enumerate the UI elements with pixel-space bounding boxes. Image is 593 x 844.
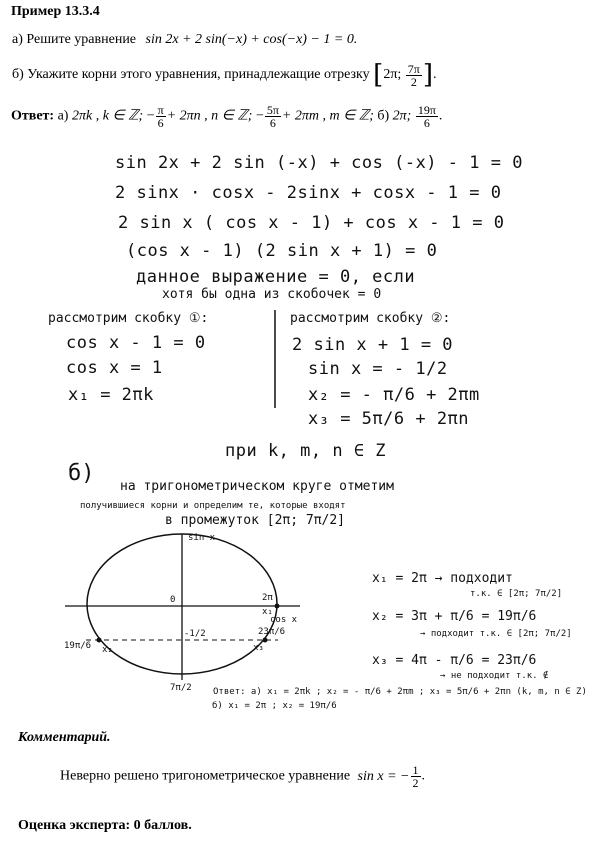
hw-line4: (cos x - 1) (2 sin x + 1) = 0 [126, 241, 438, 261]
point-x1 [275, 604, 280, 609]
hw-condition: при k, m, n ∈ Z [225, 441, 387, 461]
expert-grade: Оценка эксперта: 0 баллов. [18, 818, 192, 833]
lbl-x2: x₂ [102, 645, 113, 655]
hw-right2: sin x = - 1/2 [308, 359, 448, 379]
hw-right3: x₂ = - π/6 + 2πm [308, 385, 480, 405]
lbl-7pi2: 7π/2 [170, 683, 192, 693]
task-a-prefix: а) Решите уравнение [12, 32, 137, 47]
answer-root2-rest: + 2πn , n ∈ ℤ; [166, 108, 253, 124]
lbl-23pi: 23π/6 [258, 627, 286, 637]
answer-root3-rest: + 2πm , m ∈ ℤ; [281, 108, 374, 124]
fraction-denominator: 6 [269, 116, 276, 130]
hw-line5: данное выражение = 0, если [136, 267, 416, 287]
lbl-x3: x₃ [253, 643, 264, 653]
task-b-prefix: б) Укажите корни этого уравнения, принадлежащие отрезку [12, 67, 370, 83]
answer-b-root1: 2π; [392, 108, 412, 124]
bracket-left: [ [373, 60, 384, 90]
task-part-b: б) Укажите корни этого уравнения, принадлежащие отрезку [2π; $\frac{7\pi}{2}$ ]. [12, 60, 437, 90]
lbl-19pi: 19π/6 [64, 641, 92, 651]
lbl-half: -1/2 [184, 629, 206, 639]
fraction-denominator: 2 [412, 776, 419, 790]
fraction-numerator: 7π [407, 61, 420, 76]
hw-right4: x₃ = 5π/6 + 2πn [308, 409, 470, 429]
comment-eq-left: sin x = − [357, 768, 410, 784]
lbl-zero: 0 [170, 595, 176, 605]
answer-label: Ответ: [11, 108, 55, 124]
hw-left3: x₁ = 2πk [68, 385, 154, 405]
hw-b-line3: в промежуток [2π; 7π/2] [165, 513, 346, 528]
hw-b-label: б) [68, 461, 95, 486]
lbl-x1: x₁ [262, 607, 273, 617]
fraction-numerator: 1 [412, 763, 419, 777]
answer-part-a-prefix: а) [57, 108, 69, 124]
comment-text [60, 764, 425, 789]
comment-body: Неверно решено тригонометрическое уравнение [60, 768, 351, 784]
hw-b-line2: получившиеся корни и определим те, которые входят [80, 501, 346, 511]
lbl-cos-axis: cos x [270, 615, 298, 625]
task-a-equation: sin 2x + 2 sin(−x) + cos(−x) − 1 = 0. [145, 32, 358, 47]
comment-eq-fraction [411, 764, 421, 789]
hw-b-line1: на тригонометрическом круге отметим [120, 479, 394, 494]
answer-root2-sign: − [146, 108, 155, 124]
hw-r2b: → подходит т.к. ∈ [2π; 7π/2] [420, 629, 572, 639]
page-title: Пример 13.3.4 [11, 4, 100, 19]
hw-line2: 2 sinx · cosx - 2sinx + cosx - 1 = 0 [115, 183, 502, 203]
answer-root3-sign: − [255, 108, 264, 124]
fraction-denominator: 6 [157, 116, 164, 130]
hw-right-head: рассмотрим скобку ②: [290, 311, 451, 326]
answer-end: . [438, 108, 443, 124]
answer-root1: 2πk , k ∈ ℤ; [71, 108, 144, 124]
hw-line1: sin 2x + 2 sin (-x) + cos (-x) - 1 = 0 [115, 153, 523, 173]
hw-left2: cos x = 1 [66, 358, 163, 378]
hw-r3: x₃ = 4π - π/6 = 23π/6 [372, 653, 537, 668]
hw-r2: x₂ = 3π + π/6 = 19π/6 [372, 609, 537, 624]
answer-part-b-prefix: б) [377, 108, 390, 124]
hw-r3b: → не подходит т.к. ∉ [440, 671, 549, 681]
comment-title: Комментарий. [18, 730, 111, 745]
point-x3 [263, 638, 268, 643]
hw-answer2: б) x₁ = 2π ; x₂ = 19π/6 [212, 701, 337, 711]
hw-right1: 2 sin x + 1 = 0 [292, 335, 454, 355]
lbl-2pi: 2π [262, 593, 273, 603]
fraction-numerator: 5π [266, 103, 279, 117]
hw-line3: 2 sin x ( cos x - 1) + cos x - 1 = 0 [118, 213, 505, 233]
hw-r1b: т.к. ∈ [2π; 7π/2] [470, 589, 563, 599]
fraction-denominator: 2 [410, 74, 417, 89]
hw-left1: cos x - 1 = 0 [66, 333, 206, 353]
bracket-right: ] [422, 60, 433, 90]
hw-r1: x₁ = 2π → подходит [372, 571, 513, 586]
hw-left-head: рассмотрим скобку ①: [48, 311, 209, 326]
lbl-sin-axis: sin x [188, 533, 216, 543]
fraction-numerator: 19π [417, 103, 436, 117]
hw-answer1: Ответ: а) x₁ = 2πk ; x₂ = - π/6 + 2πm ; x₃ = 5π/6 + 2πn (k, m, n ∈ Z) [213, 687, 587, 697]
comment-eq-end: . [421, 768, 425, 784]
fraction-denominator: 6 [423, 116, 430, 130]
point-x2 [97, 638, 102, 643]
task-b-interval-left: 2π; [383, 67, 402, 83]
hw-line6: хотя бы одна из скобочек = 0 [162, 287, 382, 302]
fraction-numerator: π [157, 103, 164, 117]
